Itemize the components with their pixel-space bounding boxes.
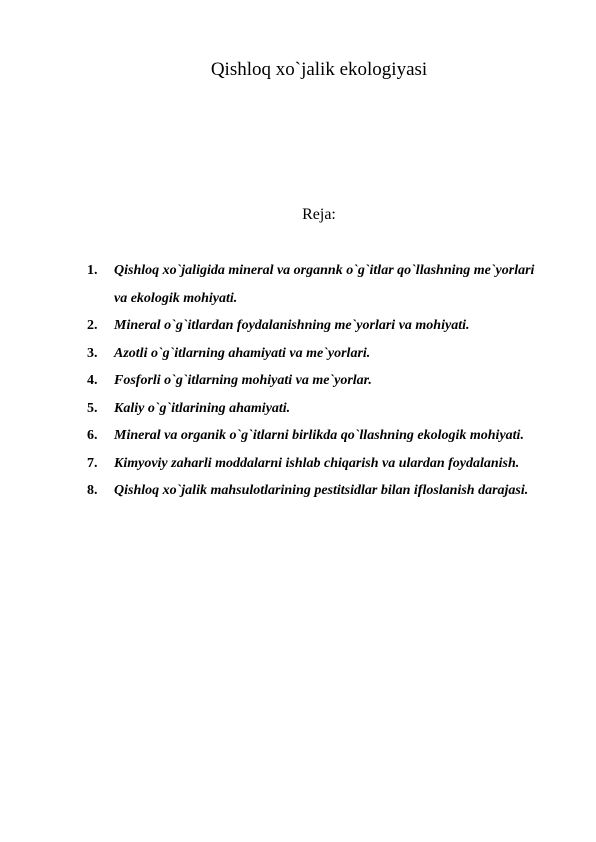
plan-item-text: Qishloq xo`jalik mahsulotlarining pestitsidlar bilan ifloslanish darajasi. (114, 483, 529, 498)
plan-item-text: Qishloq xo`jaligida mineral va organnk o`g`itlar qo`llashning me`yorlari va ekologik mohiyati. (114, 263, 535, 306)
plan-item-number: 6. (87, 428, 98, 443)
plan-item-number: 5. (87, 400, 98, 416)
plan-item-number: 1. (87, 263, 98, 278)
plan-item-number: 7. (87, 455, 98, 471)
plan-item-number: 3. (87, 345, 98, 361)
plan-list (87, 257, 537, 505)
plan-item-text: Azotli o`g`itlarning ahamiyati va me`yorlari. (114, 345, 371, 361)
plan-item (87, 340, 537, 368)
plan-item-number: 8. (87, 483, 98, 498)
plan-item (87, 477, 537, 505)
plan-item-text: Kaliy o`g`itlarining ahamiyati. (114, 400, 291, 416)
plan-item (87, 450, 537, 478)
plan-item (87, 367, 537, 395)
plan-item-number: 4. (87, 373, 98, 388)
plan-item-text: Mineral va organik o`g`itlarni birlikda qo`llashning ekologik mohiyati. (114, 428, 524, 443)
plan-item-text: Kimyoviy zaharli moddalarni ishlab chiqarish va ulardan foydalanish. (114, 455, 520, 471)
plan-heading: Reja: (302, 206, 336, 223)
plan-item (87, 257, 537, 312)
plan-item (87, 312, 537, 340)
plan-item-text: Mineral o`g`itlardan foydalanishning me`yorlari va mohiyati. (114, 318, 470, 333)
document-title: Qishloq xo`jalik ekologiyasi (210, 59, 428, 80)
plan-item-text: Fosforli o`g`itlarning mohiyati va me`yorlar. (114, 373, 372, 388)
plan-item (87, 395, 537, 423)
plan-item-number: 2. (87, 318, 98, 333)
plan-item (87, 422, 537, 450)
